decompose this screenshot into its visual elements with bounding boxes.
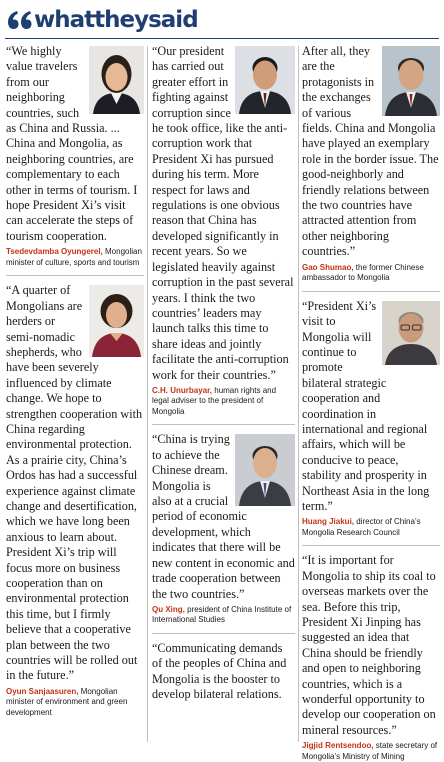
speaker-role: state secretary of Mongolia’s Ministry of Mining: [302, 741, 438, 761]
portrait-photo: [235, 434, 295, 506]
speaker-role: president of China Institute of International Studies: [152, 604, 292, 625]
quote-text: “Communicating demands of the peoples of China and Mongolia is the booster to develop bilateral relations.: [152, 640, 287, 702]
quote-attribution: [6, 687, 144, 719]
speaker-role: the former Chinese ambassador to Mongolia: [302, 262, 424, 283]
quote-attribution: [152, 386, 295, 418]
portrait-photo: [382, 46, 440, 116]
quote-attribution: [302, 517, 440, 538]
speaker-name: C.H. Unurbayar,: [152, 385, 213, 395]
page-header: [6, 5, 198, 35]
quote-attribution: [152, 605, 295, 626]
speaker-name: Jigjid Rentsendoo,: [302, 741, 374, 751]
quote-attribution: [6, 247, 144, 268]
quote-text: “Our president has carried out greater effort in fighting against corruption since he took office, like the anti-corruption work that President Xi has pursued during his term. More respect for laws and regulations is one obvious reason that China has developed significantly in recent years. So we legislated heavily against corruption in the past several years. I think the two countries’ leaders may launch talks this time to share ideas and jointly facilitate the anti-corruption work for their countries.”: [152, 44, 294, 382]
quote-text: “A quarter of Mongolians are herders or semi-nomadic shepherds, who have been severely influenced by climate change. We hope to strengthen cooperation with China regarding environmental protection. As a prairie city, China’s Ordos has had a successful experience against climate change and desertification, which we have long been anxious to learn about. President Xi’s trip will focus more on business cooperation than on environmental protection this time, but I firmly believe that a cooperative plan between the two countries will be rolled out in the future.”: [6, 283, 143, 683]
speaker-role: Mongolian minister of environment and green development: [6, 686, 128, 717]
quote-text: “It is important for Mongolia to ship its coal to overseas markets over the sea. Before this trip, President Xi Jinping has suggested an idea that China should be friendly and open to neighboring countries, which is a wonderful opportunity to develop our cooperation on mineral resources.”: [302, 553, 436, 737]
quote-text: “We highly value travelers from our neighboring countries, such as China and Russia. ... China and Mongolia, as neighboring countries, are complementary to each other in terms of tourism. I hope President Xi’s visit can accelerate the steps of tourism cooperation.: [6, 44, 138, 243]
column-2: [152, 44, 295, 703]
speaker-name: Huang Jiakui,: [302, 517, 355, 527]
quote-block-unurbayar: [152, 44, 295, 417]
quote-text: “President Xi’s visit to Mongolia will continue to promote bilateral strategic cooperation and coordination in international and regional affairs, which will be conducive to peace, stability and prosperity in Northeast Asia in the long term.”: [302, 298, 430, 513]
quote-block-quxing: [152, 432, 295, 625]
column-3: [302, 44, 440, 762]
quote-attribution: [302, 741, 440, 762]
quote-text: “China is trying to achieve the Chinese dream. Mongolia is also at a crucial period of economic development, which indicates that there will be new content in economic and trade cooperation between the two countries.”: [152, 432, 295, 601]
column-1: [6, 44, 144, 718]
portrait-photo: [89, 285, 144, 357]
speaker-role: director of China’s Mongolia Research Council: [302, 517, 421, 537]
quote-block-oyungerel: [6, 44, 144, 268]
quote-separator: [152, 633, 295, 634]
speaker-name: Gao Shumao,: [302, 262, 354, 272]
speaker-name: Tsedevdamba Oyungerel,: [6, 247, 103, 257]
speaker-name: Oyun Sanjaasuren,: [6, 686, 79, 696]
column-divider: [298, 46, 299, 742]
double-quote-icon: [6, 7, 32, 33]
speaker-role: Mongolian minister of culture, sports and tourism: [6, 247, 142, 267]
column-divider: [147, 46, 148, 742]
quote-separator: [302, 291, 440, 292]
portrait-photo: [89, 46, 144, 114]
quote-block-sanjaasuren: [6, 283, 144, 718]
quote-block-huangjiakui: [302, 299, 440, 539]
page-title: whattheysaid: [34, 6, 198, 33]
speaker-role: human rights and legal adviser to the president of Mongolia: [152, 385, 277, 416]
speaker-name: Qu Xing,: [152, 604, 185, 614]
portrait-photo: [235, 46, 295, 114]
quote-block-gaoshumao: [302, 44, 440, 284]
portrait-photo: [382, 301, 440, 365]
quote-attribution: [302, 263, 440, 284]
header-rule: [5, 38, 439, 39]
quote-block-gaoshumao-part1: [152, 641, 295, 703]
quote-separator: [302, 545, 440, 546]
quote-separator: [152, 424, 295, 425]
quote-block-rentsendoo: [302, 553, 440, 762]
quote-text: After all, they are the protagonists in the exchanges of various fields. China and Mongolia have played an exemplary role in the border issue. The good-neighborly and friendly relations between the two countries have attracted attention from other neighboring countries.”: [302, 44, 439, 259]
quote-separator: [6, 275, 144, 276]
